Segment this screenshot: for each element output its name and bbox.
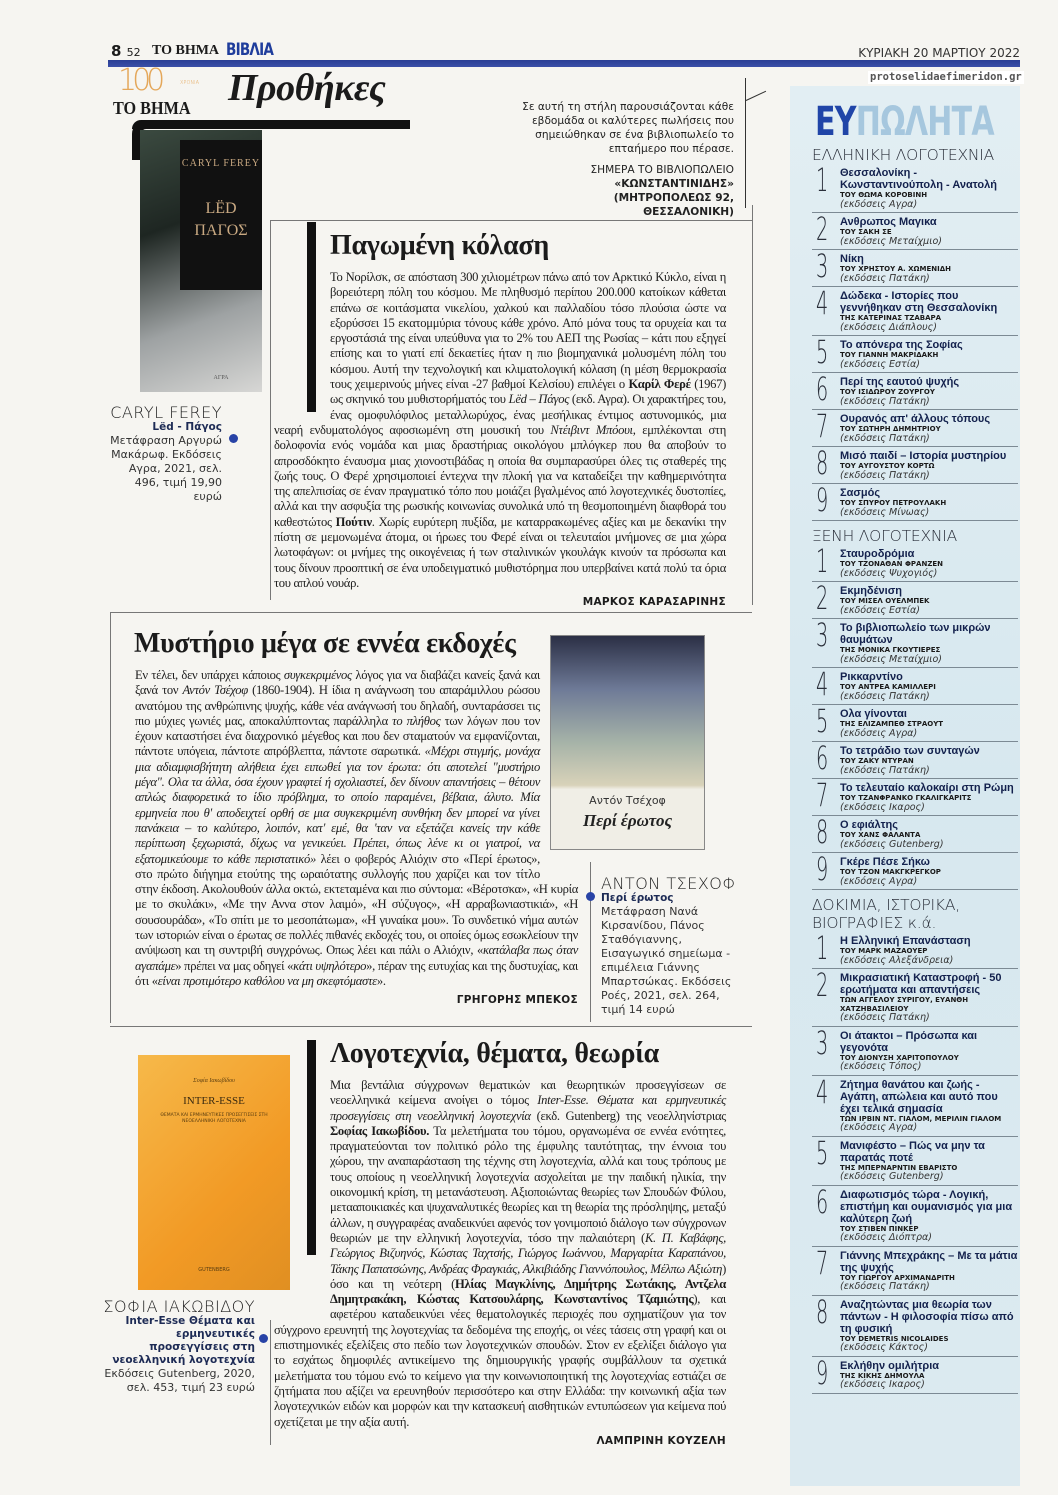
book-author: ΤΟΥ ΜΙΣΕΛ ΟΥΕΛΜΠΕΚ — [840, 597, 930, 605]
body-text-segment: των λόγων που τον έχουν καταστήσει ένα διαχρονικό μέγεθος και που δεν σταματούν να εμφανίζονται, πάντοτε υπόγεια, πάντοτε απρόβλεπτα, πάντοτε σαρωτικά. — [135, 713, 541, 759]
book-author: ΤΟΥ ΤΖΟΝ ΜΑΚΓΚΡΕΓΚΟΡ — [840, 868, 941, 876]
book-title: Ουρανός απ' άλλους τόπους — [840, 413, 991, 425]
caption-book: Lëd - Πάγος — [152, 421, 222, 433]
cover-subtitle: ΘΕΜΑΤΑ ΚΑΙ ΕΡΜΗΝΕΥΤΙΚΕΣ ΠΡΟΣΕΓΓΙΣΕΙΣ ΣΤΗ ΝΕΟΕΛΛΗΝΙΚΗ ΛΟΓΟΤΕΧΝΙΑ — [160, 1113, 268, 1124]
book-author: ΤΗΣ ΜΠΕΡΝΑΡΝΤΙΝ ΕΒΑΡΙΣΤΟ — [840, 1163, 958, 1172]
book-publisher: (εκδόσεις Πατάκη) — [840, 469, 930, 481]
book-author: ΤΗΣ ΜΟΝΙΚΑ ΓΚΟΥΤΙΕΡΕΣ — [840, 646, 941, 654]
cover-publisher: GUTENBERG — [198, 1267, 230, 1273]
bestseller-item — [812, 1243, 1018, 1296]
book-author: ΤΟΥ ΧΡΗΣΤΟΥ Α. ΧΩΜΕΝΙΔΗ — [840, 265, 951, 273]
book-publisher: (εκδόσεις Ψυχογιός) — [840, 567, 938, 579]
intro-bracket — [745, 78, 767, 208]
rank-number: 9 — [816, 850, 829, 888]
intro-today: ΣΗΜΕΡΑ ΤΟ ΒΙΒΛΙΟΠΩΛΕΙΟ — [590, 164, 734, 176]
bestseller-item — [812, 850, 1018, 890]
logo-part-a: ΕΥ — [815, 99, 856, 145]
book-title: Θεσσαλονίκη - Κωνσταντινούπολη - Ανατολή — [840, 167, 997, 191]
book-title: Το βιβλιοπωλείο των μικρών θαυμάτων — [840, 622, 991, 646]
issue-date: ΚΥΡΙΑΚΗ 20 ΜΑΡΤΙΟΥ 2022 — [858, 46, 1020, 60]
intro-text: Σε αυτή τη στήλη παρουσιάζονται κάθε εβδομάδα οι καλύτερες πωλήσεις που σημειώθηκαν σε ένα βιβλιοπωλείο το επταήμερο που πέρασε. — [522, 101, 734, 155]
logo-name: ΤΟ ΒΗΜΑ — [113, 98, 191, 118]
bestseller-item — [812, 616, 1018, 668]
rank-number: 1 — [816, 542, 829, 580]
rank-number: 1 — [816, 161, 829, 199]
divider — [270, 1320, 271, 1445]
body-text-segment: Το Νορίλσκ, σε απόσταση 300 χιλιομέτρων πάνω από τον Αρκτικό Κύκλο, είναι η βορειότερη πόλη του κόσμου. Με πληθυσμό περίπου 200.000 κατοίκων κάθεται επάνω σε κοιτάσματα νικελίου, χαλκού και παλλαδίου τόσο πλούσια ώστε να εξορύσσει 15 εκατομμύρια τόνους κάθε χρόνο. Από μόνα τους τα ορυχεία και τα εργοστάσιά της είναι υπεύθυνα για το 2% του ΑΕΠ της Ρωσίας – κάτι που εξηγεί επίσης και το γιατί επί δεκαετίες ήταν η πιο βιομηχανικά μολυσμένη πόλη του κόσμου. Αυτή την τεχνολογική και κλιματολογική κόλαση (η μέση θερμοκρασία τους χειμερινούς μήνες είναι -27 βαθμοί Κελσίου) επιλέγει ο — [330, 270, 726, 392]
cover-title: INTER-ESSE — [183, 1095, 245, 1107]
rank-number: 8 — [816, 1292, 829, 1331]
book-title: Μικρασιατική Καταστροφή - 50 ερωτήματα και απαντήσεις — [840, 972, 1002, 996]
book-author: ΤΟΥ ΣΑΚΗ ΣΕ — [840, 228, 892, 236]
body-text-segment: Ηλίας Μαγκλίνης, Δημήτρης Σωτάκης, Αντζελα Δημητρακάκη, Κώστας Κατσουλάρης, Κωνσταντίνος Τζαμιώτης — [330, 1276, 726, 1307]
body-text-segment: συγκεκριμένος — [283, 668, 352, 682]
book-author: ΤΟΥ ΙΣΙΔΩΡΟΥ ΖΟΥΡΓΟΥ — [840, 388, 935, 396]
bestseller-item — [812, 1292, 1018, 1357]
book-publisher: (εκδόσεις Πατάκη) — [840, 432, 930, 444]
bestseller-item — [812, 481, 1018, 521]
book-publisher: (εκδόσεις Μίνωας) — [840, 506, 930, 518]
body-text-segment: (εκδ. Gutenberg) της νεοελληνίστριας — [530, 1108, 726, 1123]
book-publisher: (εκδόσεις Κάκτος) — [840, 1342, 928, 1353]
bestseller-item — [812, 444, 1018, 484]
bestseller-list-nonfiction — [812, 929, 1018, 1394]
cover-author: Σοφία Ιακωβίδου — [193, 1078, 235, 1084]
caption-details: Μετάφραση Νανά Κιρσανίδου, Πάνος Σταθόγιαννης, Εισαγωγικό σημείωμα - επιμέλεια Γιάννης Μπαρτσώκας. Εκδόσεις Ροές, 2021, σελ. 264, τιμή 14 ευρώ — [601, 905, 732, 1016]
book-title: Νίκη — [840, 253, 864, 265]
body-text-segment: ), και αφετέρου καταδεικνύει νέες θεματολογικές περιοχές που σχηματίζουν για τον σύγχρονο ερευνητή της λογοτεχνίας τα δεδομένα της εποχής, οι νέες τάσεις στη γραφή και οι επιστημονικές εξελίξεις στο πεδίο των λογοτεχνικών σπουδών. Στον εν εξελίξει διάλογο για το εσχάτως δημοφιλές αντικείμενο της δημιουργικής γραφής συμβάλλουν τα σχετικά μελετήματα του τόμου ενώ το κείμενο για την κοινωνιοποιητική της λογοτεχνίας εστιάζει σε ζητήματα που αξίζει να ερευνηθούν περισσότερο και στην Ελλάδα: την κοινωνική αξία των λογοτεχνικών ειδών και μορφών και την κατασκευή αισθητικών εντυπώσεων για κείμενα πού σχετίζεται με την αξία αυτή. — [274, 1292, 726, 1429]
body-text-segment: ». — [376, 973, 386, 988]
book-title: Δώδεκα - Ιστορίες που γεννήθηκαν στη Θεσσαλονίκη — [840, 290, 998, 314]
bullet-dot — [586, 892, 595, 901]
column-title: Προθήκες — [228, 67, 386, 109]
rank-number: 8 — [816, 813, 829, 851]
book-author: ΤΗΣ ΚΑΤΕΡΙΝΑΣ ΤΖΑΒΑΡΑ — [840, 314, 942, 322]
watermark: protoselidaefimeridon.gr — [870, 71, 1022, 83]
book-publisher: (εκδόσεις Gutenberg) — [840, 838, 944, 850]
book-publisher: (εκδόσεις Gutenberg) — [840, 1171, 944, 1182]
caption-details: Εκδόσεις Gutenberg, 2020, σελ. 453, τιμή 23 ευρώ — [104, 1367, 255, 1394]
article-byline: ΓΡΗΓΟΡΗΣ ΜΠΕΚΟΣ — [456, 994, 578, 1007]
book-title: Εκλήθην ομιλήτρια — [840, 1359, 940, 1372]
rank-number: 4 — [816, 665, 829, 703]
bestseller-list-greek — [812, 161, 1018, 521]
bestseller-item — [812, 1023, 1018, 1076]
bestsellers-lists — [812, 146, 1018, 1397]
bestseller-item — [812, 776, 1018, 816]
article-body — [135, 668, 578, 1007]
book-cover-led — [140, 130, 262, 392]
cover-author: CARYL FEREY — [181, 158, 261, 169]
bestseller-item — [812, 370, 1018, 410]
book-publisher: (εκδόσεις Πατάκη) — [840, 272, 930, 284]
book-title: Μισό παιδί – Ιστορία μυστηρίου — [840, 450, 1007, 462]
book-publisher: (εκδόσεις Πατάκη) — [840, 764, 930, 776]
book-title: Οι άτακτοι – Πρόσωπα και γεγονότα — [840, 1029, 978, 1054]
book-publisher: (εκδόσεις Μεταίχμιο) — [840, 235, 942, 247]
divider — [752, 205, 753, 605]
book-publisher: (εκδόσεις Εστία) — [840, 358, 920, 370]
body-text-segment: . Χωρίς ευρύτερη πυξίδα, με καταρρακωμένες αξίες και με δεκανίκι την πίστη σε μεμονωμένα άτομα, οι ήρωες του Φερέ είναι οι τελευταίοι μνήμονες σε μια χώρα λωτοφάγων: οι μνήμες της οικογένειας ή των σταλινικών γκουλάγκ κινούν τα πρόσωπα και τους δίνουν προοπτική σε ένα υποδειγματικό μυθιστόρημα που υπερβαίνει κατά πολύ τα όρια του απλού νουάρ. — [274, 514, 726, 590]
intro-store: «ΚΩΝΣΤΑΝΤΙΝΙΔΗΣ» — [614, 178, 734, 190]
body-text-segment: Κ. Π. Καβάφης, Γεώργιος Βιζυηνός, Κώστας Ταχτσής, Γιώργος Ιωάννου, Μαργαρίτα Καραπάνου, Τάκης Παπατσώνης, Ανδρέας Φραγκιάς, Αλκιβιάδης Γιαννόπουλος, Μέλπω Αξιώτη — [330, 1230, 726, 1276]
bestseller-item — [812, 813, 1018, 853]
article-byline: ΛΑΜΠΡΙΝΗ ΚΟΥΖΕΛΗ — [596, 1434, 726, 1447]
book-title: Γιάννης Μπεχράκης – Με τα μάτια της ψυχής — [840, 1249, 1018, 1274]
body-text-segment: Μια βεντάλια σύγχρονων θεματικών και θεωρητικών προσεγγίσεων σε νεοελληνικά κείμενα ανοίγει ο τόμος — [330, 1078, 726, 1108]
section-name: ΒΙΒΛΙΑ — [226, 40, 274, 60]
section-title-foreign: ΞΕΝΗ ΛΟΓΟΤΕΧΝΙΑ — [812, 527, 958, 545]
bestseller-item — [812, 247, 1018, 287]
body-text-segment: λόγος για να διαβάζει κανείς ξανά και ξανά τον — [135, 668, 540, 698]
body-text-segment: » πρέπει να μας οδηγεί « — [175, 958, 294, 973]
book-publisher: (εκδόσεις Αγρα) — [840, 1122, 918, 1133]
book-caption — [110, 404, 222, 504]
book-publisher: (εκδόσεις Ικαρος) — [840, 801, 925, 813]
cover-subtitle: ΠΑΓΟΣ — [194, 222, 248, 239]
bestseller-item — [812, 284, 1018, 336]
bestseller-item — [812, 161, 1018, 213]
bestseller-item — [812, 407, 1018, 447]
body-text-segment: Πούτιν — [335, 514, 372, 529]
book-author: ΤΗΣ ΚΙΚΗΣ ΔΗΜΟΥΛΑ — [840, 1371, 925, 1380]
rank-number: 6 — [816, 739, 829, 777]
rank-number: 7 — [816, 1243, 829, 1282]
rank-number: 2 — [816, 210, 829, 248]
bestseller-item — [812, 1072, 1018, 1137]
rank-number: 5 — [816, 1133, 829, 1172]
body-text-segment: (εκδ. Αγρα). Οι χαρακτήρες του, ένας ομοφυλόφιλος μεταλλωρύχος, ένας μεσήλικας έντιμος αστυνομικός, μια νεαρή ενδυματολόγος αφοσιωμένη στη μουσική του — [274, 392, 727, 437]
book-publisher: (εκδόσεις Ικαρος) — [840, 1379, 925, 1390]
logo-part-b: ΠΩΛΗΤΑ — [855, 99, 994, 145]
bestseller-item — [812, 1182, 1018, 1247]
divider — [110, 612, 111, 1023]
cover-frame — [132, 120, 410, 129]
book-author: ΤΟΥ ΓΙΩΡΓΟΥ ΑΡΧΙΜΑΝΔΡΙΤΗ — [840, 1273, 955, 1282]
book-publisher: (εκδόσεις Εστία) — [840, 604, 920, 616]
book-title: Περί της εαυτού ψυχής — [840, 376, 960, 388]
rank-number: 5 — [816, 333, 829, 371]
bestseller-item — [812, 333, 1018, 373]
cover-title: LËD — [205, 200, 237, 217]
book-publisher: (εκδόσεις Αγρα) — [840, 198, 918, 210]
book-author: ΤΟΥ ΤΖΟΝΑΘΑΝ ΦΡΑΝΖΕΝ — [840, 560, 944, 568]
book-cover-inter-esse — [138, 1055, 290, 1290]
article-byline: ΜΑΡΚΟΣ ΚΑΡΑΣΑΡΙΝΗΣ — [582, 596, 726, 609]
bestseller-item — [812, 702, 1018, 742]
divider — [110, 612, 752, 613]
bestseller-item — [812, 542, 1018, 582]
caption-author: CARYL FEREY — [110, 403, 222, 422]
book-author: ΤΟΥ ΣΠΥΡΟΥ ΠΕΤΡΟΥΛΑΚΗ — [840, 499, 947, 507]
book-author: ΤΩΝ ΑΓΓΕΛΟΥ ΣΥΡΙΓΟΥ, ΕΥΑΝΘΗ ΧΑΤΖΗΒΑΣΙΛΕΙΟΥ — [840, 996, 969, 1013]
book-title: Διαφωτισμός τώρα - Λογική, επιστήμη και ουμανισμός για μια καλύτερη ζωή — [840, 1188, 1013, 1225]
book-title: Γκέρε Πέσε Σήκω — [840, 856, 930, 868]
book-author: ΤΟΥ ΣΩΤΗΡΗ ΔΗΜΗΤΡΙΟΥ — [840, 425, 941, 433]
rank-number: 3 — [816, 1023, 829, 1062]
book-title: Ανθρωπος Μαγικα — [840, 216, 937, 228]
book-publisher: (εκδόσεις Διάπλους) — [840, 321, 937, 333]
book-title: Ολα γίνονται — [840, 708, 907, 720]
book-publisher: (εκδόσεις Αλεξάνδρεια) — [840, 954, 954, 966]
book-publisher: (εκδόσεις Αγρα) — [840, 727, 918, 739]
bestseller-item — [812, 579, 1018, 619]
rank-number: 1 — [816, 929, 829, 967]
book-title: Εκμηδένιση — [840, 585, 902, 597]
body-text-segment: Lëd – Πάγος — [508, 392, 570, 407]
article-title: Μυστήριο μέγα σε εννέα εκδοχές — [134, 628, 516, 659]
book-publisher: (εκδόσεις Αγρα) — [840, 875, 918, 887]
book-title: Το τετράδιο των συνταγών — [840, 745, 980, 757]
body-text-segment: (1860-1904). Η ίδια η ανάγνωση του απαράμιλλου ρώσου ανατόμου της ανθρώπινης ψυχής, κάθε νέα ανάγνωσή του δηλαδή, συνταράσσει τις πιο μύχιες γωνιές μας, αποκαλύπτοντας παράλληλα — [135, 683, 540, 728]
bestseller-list-foreign — [812, 542, 1018, 890]
caption-book: Inter-Esse Θέματα και ερμηνευτικές προσεγγίσεις στη νεοελληνική λογοτεχνία — [112, 1315, 255, 1366]
body-text-segment: », πέραν της ευτυχίας και της δυστυχίας, και ότι « — [135, 958, 579, 988]
body-text-segment: Inter-Esse. Θέματα και ερμηνευτικές προσεγγίσεις στη νεοελληνική λογοτεχνία — [330, 1093, 726, 1123]
divider — [270, 220, 752, 221]
cover-author: Αντόν Τσέχοφ — [589, 794, 666, 807]
body-text-segment: κατάλαβα πως όταν αγαπάμε — [135, 943, 579, 973]
section-title-nonfiction: ΔΟΚΙΜΙΑ, ΙΣΤΟΡΙΚΑ, ΒΙΟΓΡΑΦΙΕΣ κ.ά. — [812, 896, 960, 932]
book-title: Μανιφέστο – Πώς να μην τα παρατάς ποτέ — [840, 1139, 985, 1164]
article-body — [274, 270, 726, 609]
body-text-segment: εμπλέκονται στη δολοφονία ενός νομάδα και μιας δραστήριας οικολόγου μπλόγκερ που θα αποβούν το απροσδόκητο έναυσμα μιας χιονοστιβάδας η οποία θα συμπαρασύρει όλες τις σταθερές της ζωής τους. Ο Φερέ χρησιμοποιεί έντεχνα την πλοκή για να καταδείξει την καθημερινότητα της απελπισίας σε έναν πραγματικό τόπο που μοιάζει βγαλμένος από λογοτεχνικές δυστοπίες, αλλά και την ασφυξία της ρωσικής κοινωνίας συνολικά υπό τη θεσμοποιημένη διαφθορά του καθεστώτος — [274, 422, 726, 529]
rank-number: 3 — [816, 616, 829, 654]
book-title: Ζήτημα θανάτου και ζωής - Αγάπη, απώλεια και αυτό που έχει τελικά σημασία — [840, 1078, 998, 1115]
book-author: ΤΩΝ ΙΡΒΙΝ ΝΤ. ΓΙΑΛΟΜ, ΜΕΡΙΛΙΝ ΓΙΑΛΟΜ — [840, 1114, 1002, 1123]
book-author: ΤΟΥ ΘΩΜΑ ΚΟΡΟΒΙΝΗ — [840, 191, 928, 199]
divider — [590, 862, 591, 1022]
logo-years: ΧΡΟΝΙΑ — [180, 80, 200, 86]
rank-number: 9 — [816, 481, 829, 519]
page-number — [111, 42, 141, 60]
book-author: ΤΟΥ ΔΙΟΝΥΣΗ ΧΑΡΙΤΟΠΟΥΛΟΥ — [840, 1053, 959, 1062]
body-text-segment: Καρίλ Φερέ — [628, 377, 691, 392]
bestseller-item — [812, 966, 1018, 1027]
bestseller-item — [812, 1133, 1018, 1186]
book-publisher: (εκδόσεις Διόπτρα) — [840, 1232, 932, 1243]
body-text-segment: το πλήθος — [392, 713, 441, 728]
bestsellers-logo — [815, 99, 994, 145]
body-text-segment: ) όσο και τη νεότερη ( — [330, 1261, 726, 1291]
rank-number: 4 — [816, 1072, 829, 1111]
rank-number: 7 — [816, 407, 829, 445]
body-text-segment: Τα μελετήματα του τόμου, οργανωμένα σε εννέα ενότητες, πραγματεύονται τον πολιτικό ρόλο της έμφυλης ταυτότητας, την έννοια του χώρου, την αναπαράσταση της τέχνης στη λογοτεχνία, αλλά και τους τρόπους με τους οποίους η νεοελληνική λογοτεχνία ασχολείται με την παιδική ηλικία, την οικονομική κρίση, τη μετανάστευση. Αξιοποιώντας θεωρίες των Σπουδών Φύλου, μετααποικιακές και ψυχαναλυτικές θεωρίες και τη θεωρία της πρόσληψης, μεταξύ άλλων, η συγγραφέας αναδεικνύει αφενός τον γονιμοποιό διάλογο των σύγχρονων θεωριών με την ελληνική λογοτεχνία, τόσο την παλαιότερη ( — [330, 1123, 726, 1245]
bestseller-item — [812, 739, 1018, 779]
body-text-segment: Ντέιβιντ Μπόουι, — [550, 422, 636, 437]
book-author: ΤΟΥ ΓΙΑΝΝΗ ΜΑΚΡΙΔΑΚΗ — [840, 351, 939, 359]
book-author: ΤΟΥ ΤΖΑΝΦΡΑΝΚΟ ΓΚΑΛΙΓΚΑΡΙΤΣ — [840, 794, 972, 802]
book-title: Σασμός — [840, 487, 881, 499]
book-title: Η Ελληνική Επανάσταση — [840, 935, 971, 947]
newspaper-name: ΤΟ ΒΗΜΑ — [152, 43, 220, 58]
rank-number: 6 — [816, 1182, 829, 1221]
book-publisher: (εκδόσεις Πατάκη) — [840, 1281, 930, 1292]
book-author: ΤΟΥ ΧΑΝΣ ΦΑΛΑΝΤΑ — [840, 831, 921, 839]
book-caption — [100, 1298, 255, 1395]
book-author: ΤΗΣ ΕΛΙΖΑΜΠΕΘ ΣΤΡΑΟΥΤ — [840, 720, 944, 728]
body-text-segment: λέει ο φοβερός Αλιόχιν στο «Περί έρωτος», στο πρώτο διήγημα ετούτης της ωραιότατης συλλογής που χαρίζει και τον τίτλο στην έκδοση. Ακολουθούν άλλα οκτώ, εκτεταμένα και πιο σύντομα: «Βέροτσκα», «Η κυρία με το σκυλάκι», «Με την Αννα στον λαιμό», «Η σύζυγος», «Η αρραβωνιαστικιά», «Η σουσουράδα», «Το σπίτι με το μεσοπάτωμα», «Η γυναίκα μου». Το συνδετικό νήμα αυτών των ιστοριών είναι ο έρωτας σε πολλές πιθανές εκδοχές του, οι οποίες όμως εσωκλείουν την ανύψωση και τη συντριβή συγχρόνως. Οπως λέει και πάλι ο Αλιόχιν, « — [135, 851, 578, 958]
rank-number: 9 — [816, 1353, 829, 1392]
bestseller-item — [812, 210, 1018, 250]
rank-number: 5 — [816, 702, 829, 740]
body-text-segment: είναι προτιμότερο καθόλου να μη σκεφτόμαστε — [157, 973, 377, 988]
book-author: ΤΟΥ ΑΥΓΟΥΣΤΟΥ ΚΟΡΤΩ — [840, 462, 935, 470]
intro-box — [520, 100, 734, 219]
rank-number: 2 — [816, 579, 829, 617]
book-title: Το απόνερα της Σοφίας — [840, 339, 963, 351]
caption-author: ΣΟΦΙΑ ΙΑΚΩΒΙΔΟΥ — [103, 1297, 255, 1316]
page-number-sub: 52 — [126, 46, 141, 59]
logo-number: 100 — [118, 63, 161, 98]
section-title-greek: ΕΛΛΗΝΙΚΗ ΛΟΓΟΤΕΧΝΙΑ — [812, 146, 995, 164]
body-text-segment: Αντόν Τσέχοφ — [182, 683, 248, 698]
book-author: ΤΟΥ ΑΝΤΡΕΑ ΚΑΜΙΛΛΕΡΙ — [840, 683, 936, 691]
book-title: Αναζητώντας μια θεωρία των πάντων - Η φιλοσοφία πίσω από τη φυσική — [840, 1298, 1014, 1335]
body-text-segment: Εν τέλει, δεν υπάρχει κάποιος — [135, 668, 284, 682]
caption-details: Μετάφραση Αργυρώ Μακάρωφ. Εκδόσεις Αγρα, 2021, σελ. 496, τιμή 19,90 ευρώ — [110, 434, 222, 503]
bestseller-item — [812, 929, 1018, 969]
book-publisher: (εκδόσεις Πατάκη) — [840, 1012, 930, 1023]
intro-address: (ΜΗΤΡΟΠΟΛΕΩΣ 92, ΘΕΣΣΑΛΟΝΙΚΗ) — [613, 192, 734, 218]
book-author: ΤΟΥ ΜΑΡΚ ΜΑΖΑΟΥΕΡ — [840, 947, 928, 955]
body-text-segment: κάτι υψηλότερο — [293, 958, 367, 973]
book-author: ΤΟΥ ΖΑΚΥ ΝΤΥΡΑΝ — [840, 757, 914, 765]
book-title: Το τελευταίο καλοκαίρι στη Ρώμη — [840, 782, 1014, 794]
bestseller-item — [812, 1353, 1018, 1394]
book-title: Ο εφιάλτης — [840, 819, 898, 831]
rank-number: 7 — [816, 776, 829, 814]
article-title: Λογοτεχνία, θέματα, θεωρία — [330, 1038, 659, 1069]
rank-number: 6 — [816, 370, 829, 408]
book-caption — [601, 875, 741, 1017]
book-author: ΤΟΥ ΣΤΙΒΕΝ ΠΙΝΚΕΡ — [840, 1224, 919, 1233]
rank-number: 2 — [816, 966, 829, 1004]
body-text-segment: (1967) ως σκηνικό του μυθιστορήματός του — [330, 377, 727, 407]
body-text-segment: Σοφίας Ιακωβίδου. — [330, 1123, 430, 1138]
rank-number: 8 — [816, 444, 829, 482]
cover-publisher: ΑΓΡΑ — [213, 375, 229, 381]
book-publisher: (εκδόσεις Πατάκη) — [840, 690, 930, 702]
body-text-segment: «Μέχρι στιγμής, μονάχα μια αδιαμφισβήτητη αλήθεια έχει ειπωθεί για τον έρωτα: ότι αποτελεί "μυστήριο μέγα". Ολα τα άλλα, όσα έχουν γραφτεί ή σχολιαστεί, δεν δίνουν απαντήσεις – θέτουν απλώς διαφορετικά το ίδιο πρόβλημα, το οποίο παραμένει, βέβαια, άλυτο. Μία ερμηνεία που θ' αποδειχτεί ορθή σε μια συγκεκριμένη συνθήκη δεν μπορεί να γίνει πανάκεια – το καλύτερο, λοιπόν, κατ' εμέ, θα 'ταν να εξετάζει κανείς την κάθε περίπτωση ξεχωριστά, δίχως να γενικεύει. Πρέπει, όπως λένε κι οι γιατροί, να εξατομικεύουμε το κάθε περιστατικό» — [135, 744, 541, 866]
centenary-logo — [118, 63, 200, 98]
bestseller-item — [812, 665, 1018, 705]
book-author: ΤΟΥ DEMETRIS NICOLAIDES — [840, 1334, 949, 1343]
caption-book: Περί έρωτος — [601, 892, 674, 904]
book-title: Σταυροδρόμια — [840, 548, 915, 560]
article-body — [274, 1078, 726, 1448]
caption-author: ΑΝΤΟΝ ΤΣΕΧΟΦ — [601, 874, 737, 893]
article-title: Παγωμένη κόλαση — [330, 230, 549, 261]
bullet-dot — [259, 1334, 268, 1343]
divider — [110, 1026, 752, 1027]
page-number-main: 8 — [111, 42, 122, 60]
book-publisher: (εκδόσεις Μεταίχμιο) — [840, 653, 942, 665]
book-title: Ρικκαρντίνο — [840, 671, 903, 683]
rank-number: 4 — [816, 284, 829, 322]
book-publisher: (εκδόσεις Πατάκη) — [840, 395, 930, 407]
divider — [270, 220, 271, 600]
cover-title: Περί έρωτος — [582, 811, 673, 830]
book-publisher: (εκδόσεις Τόπος) — [840, 1061, 922, 1072]
rank-number: 3 — [816, 247, 829, 285]
bullet-dot — [229, 434, 238, 443]
